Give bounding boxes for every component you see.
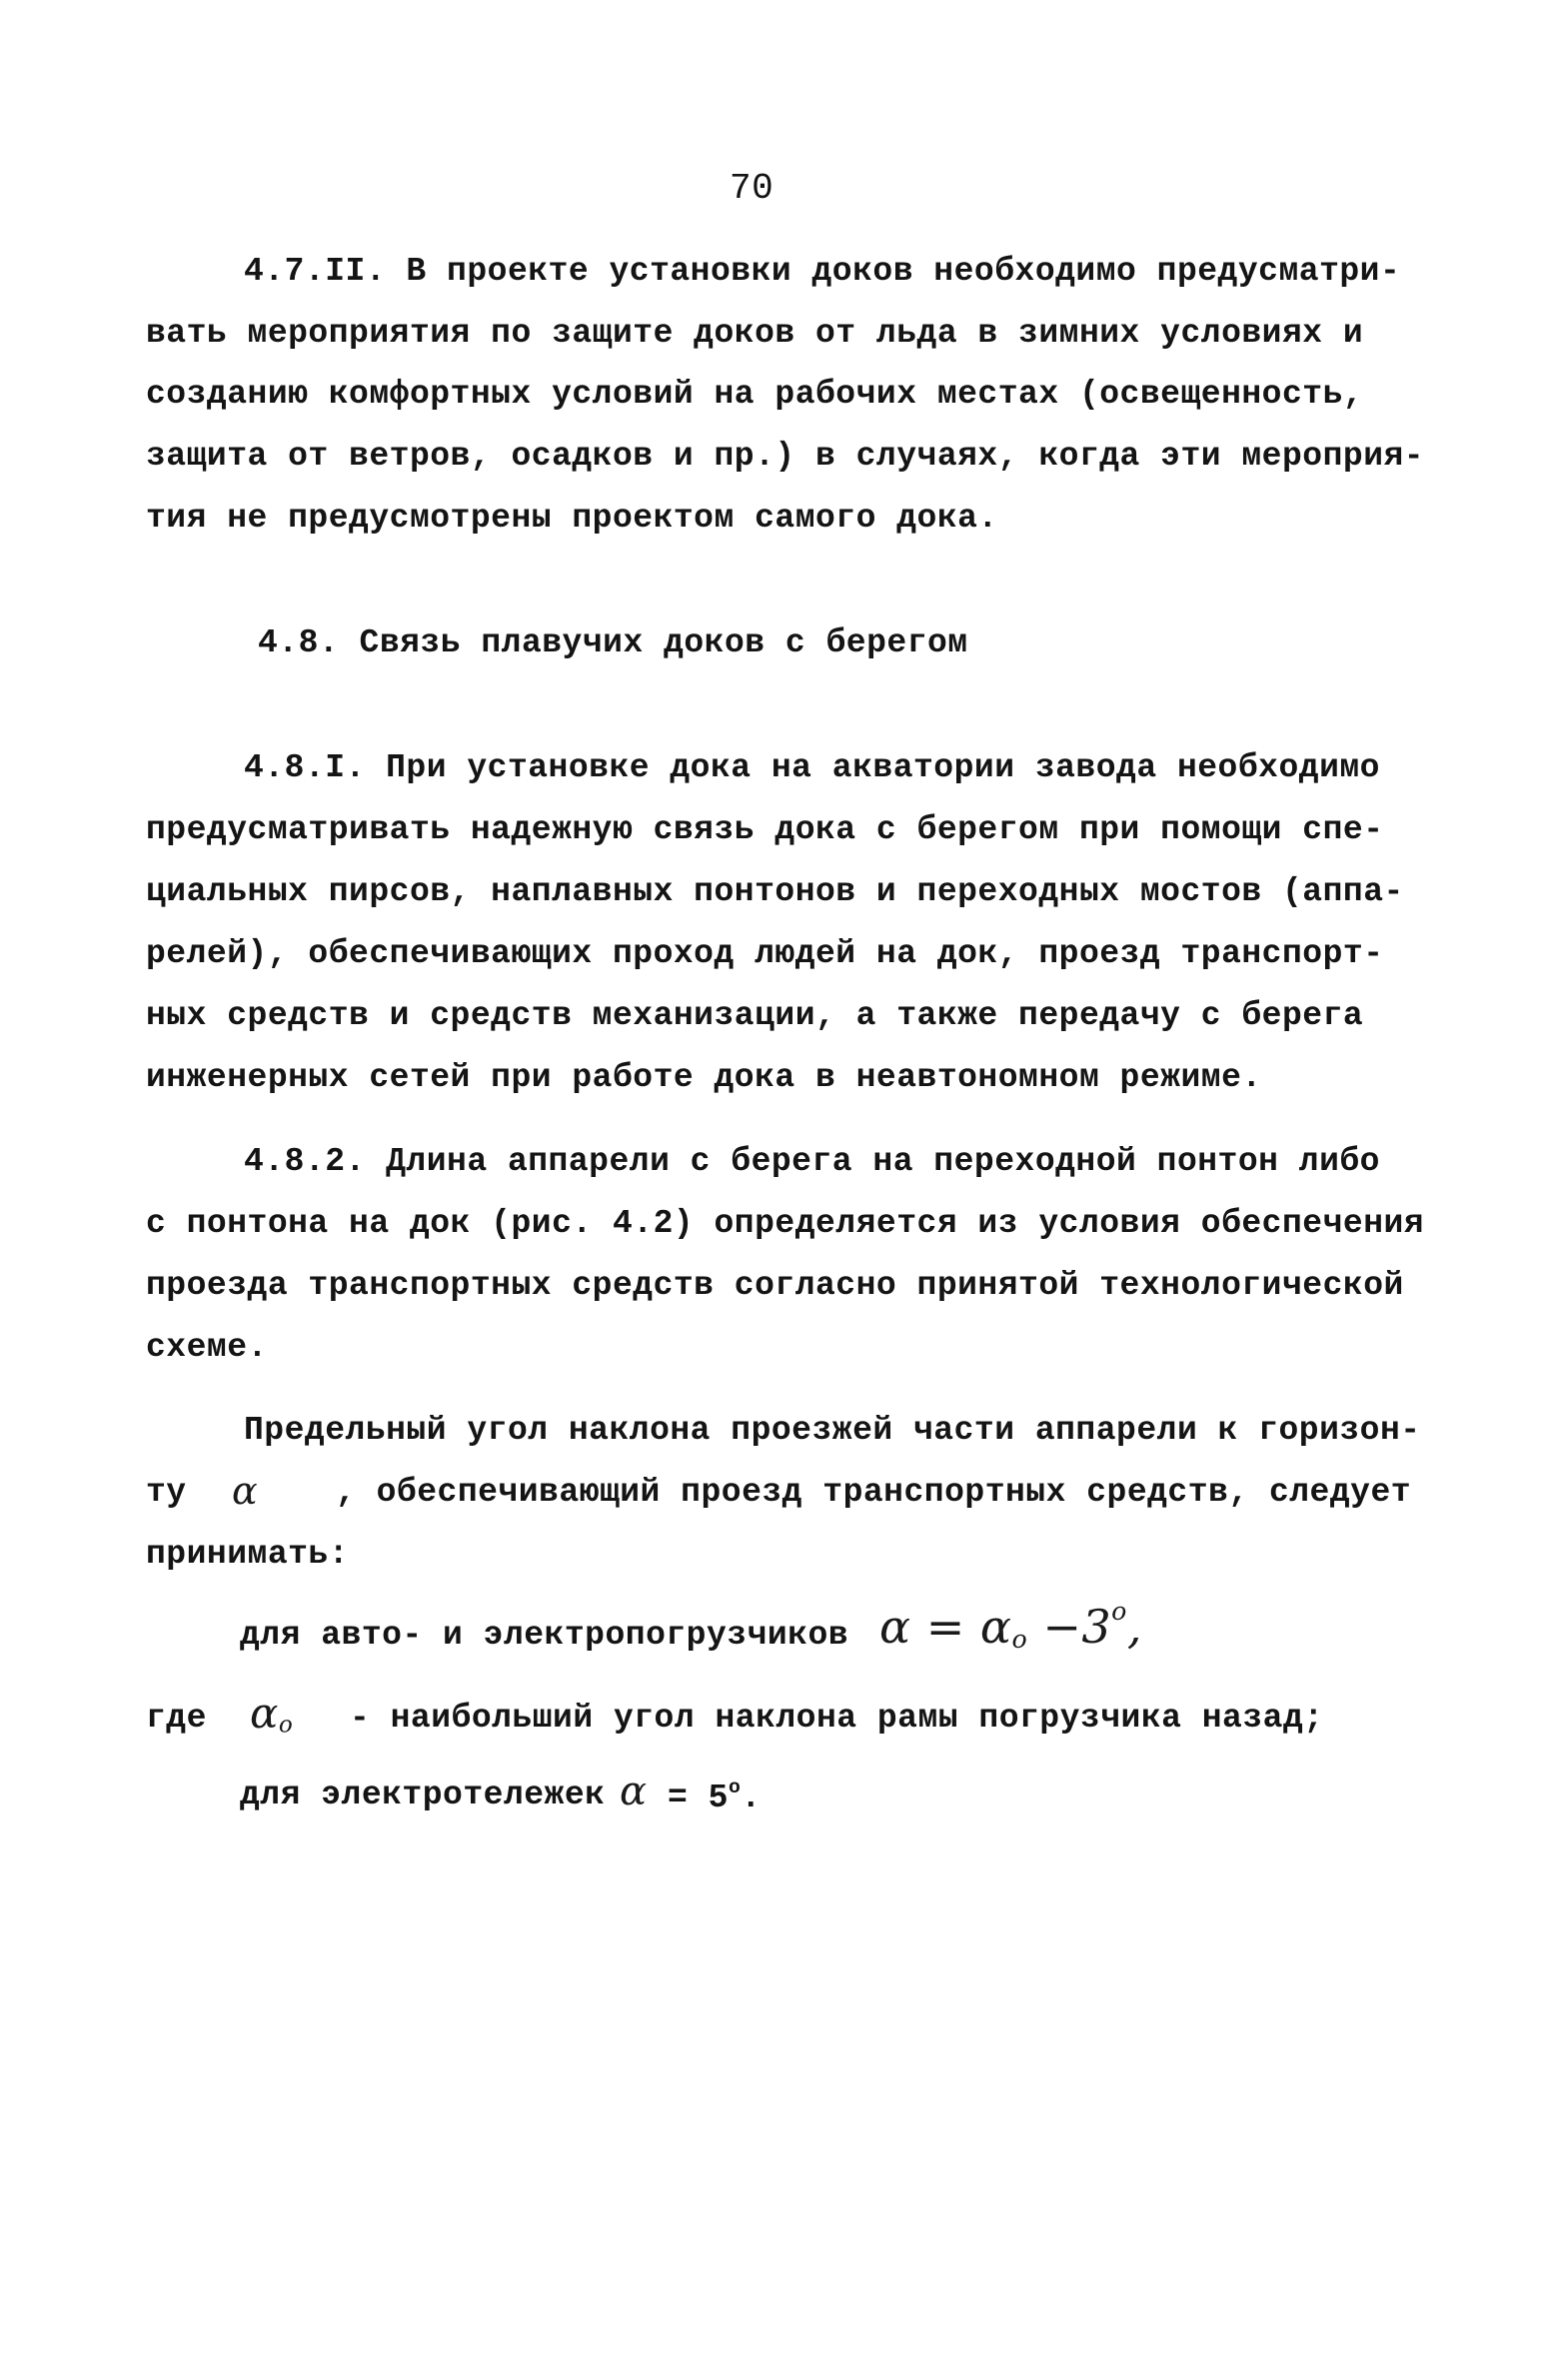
text-line: ных средств и средств механизации, а также передачу с берега: [146, 997, 1364, 1034]
text-line: принимать:: [146, 1536, 350, 1573]
alpha-symbol: α: [250, 1689, 279, 1738]
formula-label: для электротележек: [240, 1777, 606, 1813]
text-line: релей), обеспечивающих проход людей на док, проезд транспорт-: [146, 935, 1384, 972]
formula-lhs: α: [879, 1599, 911, 1654]
text-line: тия не предусмотрены проектом самого дока.: [146, 500, 998, 537]
where-text: - наибольший угол наклона рамы погрузчика назад;: [350, 1700, 1324, 1737]
text-line: с понтона на док (рис. 4.2) определяется из условия обеспечения: [146, 1205, 1425, 1242]
text-line: ту: [146, 1474, 187, 1511]
text-line: , обеспечивающий проезд транспортных средств, следует: [336, 1474, 1412, 1511]
text-line: 4.7.II. В проекте установки доков необходимо предусматри-: [244, 253, 1401, 290]
formula-loaders: [879, 1597, 1142, 1654]
alpha-symbol: α: [232, 1469, 259, 1513]
text-line: циальных пирсов, наплавных понтонов и переходных мостов (аппа-: [146, 873, 1404, 910]
formula-value: 3: [1081, 1599, 1112, 1654]
alpha-symbol: α: [620, 1769, 648, 1814]
formula-rhs-sub: o: [1011, 1624, 1028, 1654]
text-line: 4.8.I. При установке дока на акватории завода необходимо: [244, 749, 1380, 786]
text-line: 4.8.2. Длина аппарели с берега на переходной понтон либо: [244, 1143, 1380, 1180]
formula-unit: o: [1111, 1597, 1127, 1626]
text-line: инженерных сетей при работе дока в неавтономном режиме.: [146, 1059, 1262, 1096]
text-line: проезда транспортных средств согласно принятой технологической: [146, 1267, 1404, 1304]
formula-eq: =: [668, 1779, 689, 1816]
where-symbol: [250, 1689, 293, 1739]
section-heading: 4.8. Связь плавучих доков с берегом: [258, 624, 968, 661]
formula-rhs-var: α: [979, 1599, 1012, 1654]
formula-carts-value: [668, 1779, 762, 1814]
formula-minus: −: [1042, 1599, 1082, 1654]
text-line: защита от ветров, осадков и пр.) в случаях, когда эти мероприя-: [146, 438, 1425, 475]
text-line: предусматривать надежную связь дока с берегом при помощи спе-: [146, 811, 1384, 848]
text-line: схеме.: [146, 1329, 268, 1366]
text-line: созданию комфортных условий на рабочих местах (освещенность,: [146, 376, 1364, 413]
formula-eq: =: [925, 1599, 965, 1654]
formula-label: для авто- и электропогрузчиков: [240, 1617, 849, 1654]
page-number: 70: [730, 168, 774, 209]
formula-value: 5: [708, 1779, 729, 1816]
formula-trailing: .: [741, 1779, 762, 1816]
where-prefix: где: [146, 1700, 207, 1737]
text-line: вать мероприятия по защите доков от льда в зимних условиях и: [146, 315, 1364, 352]
alpha-subscript: o: [278, 1712, 294, 1739]
degree-mark: о: [728, 1777, 742, 1798]
formula-trailing: ,: [1126, 1599, 1142, 1654]
text-line: Предельный угол наклона проезжей части аппарели к горизон-: [244, 1412, 1421, 1449]
